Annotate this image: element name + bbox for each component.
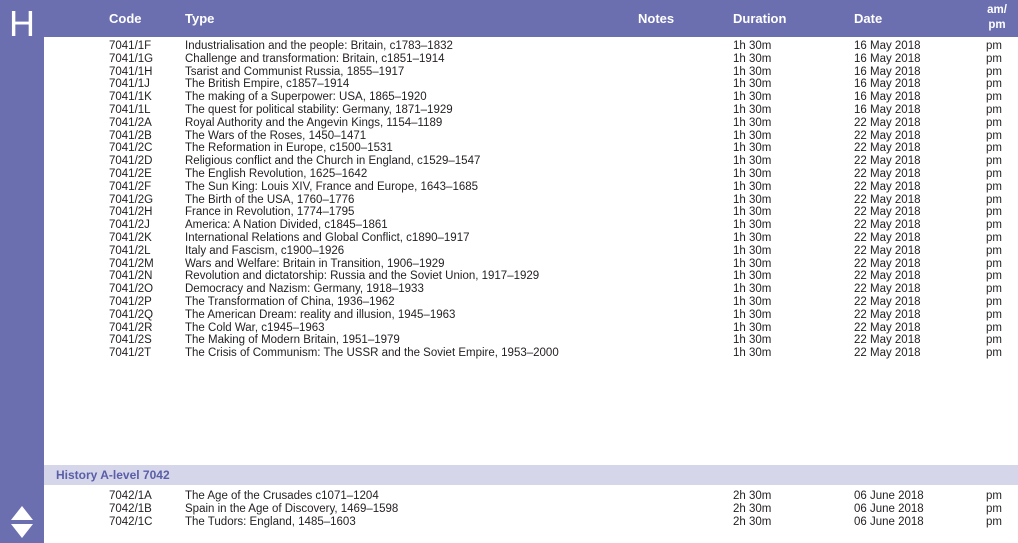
cell-ampm: pm <box>986 91 1002 104</box>
cell-date: 22 May 2018 <box>854 116 921 129</box>
cell-type: The Crisis of Communism: The USSR and the Soviet Empire, 1953–2000 <box>185 347 559 360</box>
cell-ampm: pm <box>986 78 1002 91</box>
cell-code: 7041/2C <box>109 142 153 155</box>
cell-type: Italy and Fascism, c1900–1926 <box>185 244 345 257</box>
cell-date: 06 June 2018 <box>854 502 924 515</box>
cell-duration: 1h 30m <box>733 296 772 308</box>
cell-code: 7041/2B <box>109 129 152 142</box>
cell-date: 22 May 2018 <box>854 168 921 180</box>
cell-duration: 1h 30m <box>733 65 772 78</box>
table-row <box>44 181 1018 194</box>
cell-duration: 1h 30m <box>733 334 772 347</box>
cell-ampm: pm <box>986 490 1002 502</box>
cell-code: 7041/2N <box>109 270 153 283</box>
table-row <box>44 78 1018 91</box>
cell-ampm: pm <box>986 65 1002 78</box>
cell-ampm: pm <box>986 502 1002 515</box>
cell-type: Religious conflict and the Church in England, c1529–1547 <box>185 155 481 168</box>
cell-duration: 1h 30m <box>733 40 772 52</box>
cell-ampm: pm <box>986 193 1002 206</box>
cell-date: 22 May 2018 <box>854 244 921 257</box>
cell-ampm: pm <box>986 142 1002 155</box>
cell-ampm: pm <box>986 296 1002 308</box>
cell-code: 7041/2D <box>109 155 153 168</box>
cell-code: 7041/2E <box>109 168 152 180</box>
table-row <box>44 347 1018 360</box>
cell-duration: 1h 30m <box>733 78 772 91</box>
table-row <box>44 117 1018 130</box>
header-type: Type <box>185 11 215 26</box>
cell-type: Tsarist and Communist Russia, 1855–1917 <box>185 65 405 78</box>
cell-type: Royal Authority and the Angevin Kings, 1154–1189 <box>185 116 443 129</box>
cell-ampm: pm <box>986 270 1002 283</box>
cell-date: 22 May 2018 <box>854 129 921 142</box>
cell-code: 7041/2F <box>109 180 152 193</box>
cell-duration: 1h 30m <box>733 155 772 168</box>
cell-code: 7041/2M <box>109 257 154 270</box>
cell-type: Revolution and dictatorship: Russia and the Soviet Union, 1917–1929 <box>185 270 540 283</box>
table-row <box>44 322 1018 335</box>
cell-code: 7041/2T <box>109 347 152 360</box>
cell-code: 7041/1F <box>109 40 152 52</box>
cell-code: 7041/2A <box>109 116 152 129</box>
cell-type: International Relations and Global Conflict, c1890–1917 <box>185 232 470 244</box>
cell-code: 7041/1K <box>109 91 152 104</box>
cell-duration: 1h 30m <box>733 193 772 206</box>
cell-ampm: pm <box>986 206 1002 219</box>
cell-date: 22 May 2018 <box>854 321 921 334</box>
cell-date: 22 May 2018 <box>854 219 921 232</box>
cell-date: 16 May 2018 <box>854 104 921 116</box>
cell-date: 16 May 2018 <box>854 91 921 104</box>
cell-date: 22 May 2018 <box>854 270 921 283</box>
cell-code: 7041/2L <box>109 244 151 257</box>
cell-duration: 1h 30m <box>733 168 772 180</box>
cell-ampm: pm <box>986 232 1002 244</box>
cell-duration: 1h 30m <box>733 270 772 283</box>
table-row <box>44 309 1018 322</box>
cell-date: 22 May 2018 <box>854 155 921 168</box>
cell-code: 7041/1H <box>109 65 153 78</box>
section-header <box>44 465 1018 485</box>
cell-date: 22 May 2018 <box>854 347 921 360</box>
cell-code: 7041/2H <box>109 206 153 219</box>
cell-duration: 1h 30m <box>733 219 772 232</box>
cell-code: 7041/2Q <box>109 308 154 321</box>
table-row <box>44 258 1018 271</box>
cell-ampm: pm <box>986 116 1002 129</box>
header-code: Code <box>109 11 142 26</box>
cell-ampm: pm <box>986 219 1002 232</box>
cell-type: Democracy and Nazism: Germany, 1918–1933 <box>185 283 424 296</box>
cell-code: 7041/1J <box>109 78 150 91</box>
cell-type: The Tudors: England, 1485–1603 <box>185 515 356 528</box>
cell-ampm: pm <box>986 129 1002 142</box>
cell-date: 16 May 2018 <box>854 78 921 91</box>
cell-ampm: pm <box>986 347 1002 360</box>
cell-date: 22 May 2018 <box>854 283 921 296</box>
table-row <box>44 283 1018 296</box>
cell-duration: 2h 30m <box>733 502 772 515</box>
cell-type: The English Revolution, 1625–1642 <box>185 168 368 180</box>
cell-duration: 1h 30m <box>733 129 772 142</box>
table-header <box>44 0 1018 37</box>
table-row <box>44 232 1018 245</box>
cell-date: 22 May 2018 <box>854 232 921 244</box>
table-row <box>44 516 1018 529</box>
cell-duration: 2h 30m <box>733 490 772 502</box>
cell-type: Spain in the Age of Discovery, 1469–1598 <box>185 502 399 515</box>
side-tab <box>0 0 44 543</box>
cell-type: France in Revolution, 1774–1795 <box>185 206 355 219</box>
cell-code: 7042/1C <box>109 515 153 528</box>
cell-ampm: pm <box>986 40 1002 52</box>
table-row <box>44 53 1018 66</box>
cell-type: The Cold War, c1945–1963 <box>185 321 325 334</box>
table-row <box>44 142 1018 155</box>
cell-type: Challenge and transformation: Britain, c1851–1914 <box>185 52 445 65</box>
cell-code: 7041/2S <box>109 334 152 347</box>
cell-duration: 1h 30m <box>733 232 772 244</box>
cell-type: The British Empire, c1857–1914 <box>185 78 350 91</box>
cell-type: Industrialisation and the people: Britain, c1783–1832 <box>185 40 453 52</box>
cell-code: 7041/2G <box>109 193 154 206</box>
table-row <box>44 245 1018 258</box>
table-row <box>44 490 1018 503</box>
cell-ampm: pm <box>986 283 1002 296</box>
cell-type: The Making of Modern Britain, 1951–1979 <box>185 334 400 347</box>
cell-duration: 1h 30m <box>733 180 772 193</box>
cell-type: Wars and Welfare: Britain in Transition, 1906–1929 <box>185 257 445 270</box>
cell-date: 06 June 2018 <box>854 515 924 528</box>
cell-ampm: pm <box>986 515 1002 528</box>
cell-ampm: pm <box>986 244 1002 257</box>
cell-date: 22 May 2018 <box>854 257 921 270</box>
table-row <box>44 40 1018 53</box>
cell-ampm: pm <box>986 52 1002 65</box>
cell-duration: 1h 30m <box>733 244 772 257</box>
cell-date: 16 May 2018 <box>854 52 921 65</box>
cell-date: 22 May 2018 <box>854 193 921 206</box>
cell-duration: 1h 30m <box>733 347 772 360</box>
cell-ampm: pm <box>986 180 1002 193</box>
table-row <box>44 194 1018 207</box>
table-row <box>44 206 1018 219</box>
section-title: History A-level 7042 <box>56 468 170 482</box>
cell-duration: 2h 30m <box>733 515 772 528</box>
table-row <box>44 334 1018 347</box>
cell-date: 22 May 2018 <box>854 296 921 308</box>
table-row <box>44 66 1018 79</box>
table-row <box>44 168 1018 181</box>
cell-duration: 1h 30m <box>733 257 772 270</box>
cell-type: The Sun King: Louis XIV, France and Europe, 1643–1685 <box>185 180 479 193</box>
cell-code: 7041/1G <box>109 52 154 65</box>
table-row <box>44 130 1018 143</box>
table-row <box>44 91 1018 104</box>
cell-duration: 1h 30m <box>733 142 772 155</box>
cell-date: 16 May 2018 <box>854 65 921 78</box>
cell-date: 16 May 2018 <box>854 40 921 52</box>
cell-duration: 1h 30m <box>733 104 772 116</box>
cell-ampm: pm <box>986 104 1002 116</box>
cell-code: 7041/2J <box>109 219 150 232</box>
cell-ampm: pm <box>986 321 1002 334</box>
table-row <box>44 104 1018 117</box>
table-row <box>44 296 1018 309</box>
cell-duration: 1h 30m <box>733 206 772 219</box>
cell-type: The Transformation of China, 1936–1962 <box>185 296 395 308</box>
cell-duration: 1h 30m <box>733 321 772 334</box>
cell-type: The making of a Superpower: USA, 1865–1920 <box>185 91 427 104</box>
cell-ampm: pm <box>986 155 1002 168</box>
table-row <box>44 155 1018 168</box>
cell-date: 22 May 2018 <box>854 334 921 347</box>
cell-date: 06 June 2018 <box>854 490 924 502</box>
cell-duration: 1h 30m <box>733 116 772 129</box>
cell-code: 7041/2R <box>109 321 153 334</box>
cell-type: The Wars of the Roses, 1450–1471 <box>185 129 367 142</box>
cell-type: The American Dream: reality and illusion, 1945–1963 <box>185 308 456 321</box>
header-duration: Duration <box>733 11 787 26</box>
cell-type: The Age of the Crusades c1071–1204 <box>185 490 379 502</box>
cell-date: 22 May 2018 <box>854 308 921 321</box>
cell-duration: 1h 30m <box>733 283 772 296</box>
cell-type: The quest for political stability: Germany, 1871–1929 <box>185 104 453 116</box>
cell-ampm: pm <box>986 168 1002 180</box>
cell-duration: 1h 30m <box>733 308 772 321</box>
cell-code: 7042/1B <box>109 502 152 515</box>
cell-ampm: pm <box>986 257 1002 270</box>
header-notes: Notes <box>638 11 675 26</box>
header-ampm: am/ pm <box>987 4 1007 31</box>
section-letter: H <box>9 3 35 44</box>
cell-code: 7041/2O <box>109 283 154 296</box>
cell-code: 7042/1A <box>109 490 152 502</box>
cell-code: 7041/2K <box>109 232 152 244</box>
cell-date: 22 May 2018 <box>854 180 921 193</box>
cell-ampm: pm <box>986 308 1002 321</box>
cell-type: America: A Nation Divided, c1845–1861 <box>185 219 388 232</box>
cell-date: 22 May 2018 <box>854 142 921 155</box>
table-row <box>44 270 1018 283</box>
table-row <box>44 503 1018 516</box>
cell-code: 7041/2P <box>109 296 152 308</box>
cell-duration: 1h 30m <box>733 52 772 65</box>
cell-date: 22 May 2018 <box>854 206 921 219</box>
cell-duration: 1h 30m <box>733 91 772 104</box>
cell-type: The Reformation in Europe, c1500–1531 <box>185 142 393 155</box>
scroll-arrows-icon[interactable] <box>9 504 35 540</box>
cell-type: The Birth of the USA, 1760–1776 <box>185 193 355 206</box>
table-row <box>44 219 1018 232</box>
cell-code: 7041/1L <box>109 104 151 116</box>
header-date: Date <box>854 11 883 26</box>
cell-ampm: pm <box>986 334 1002 347</box>
